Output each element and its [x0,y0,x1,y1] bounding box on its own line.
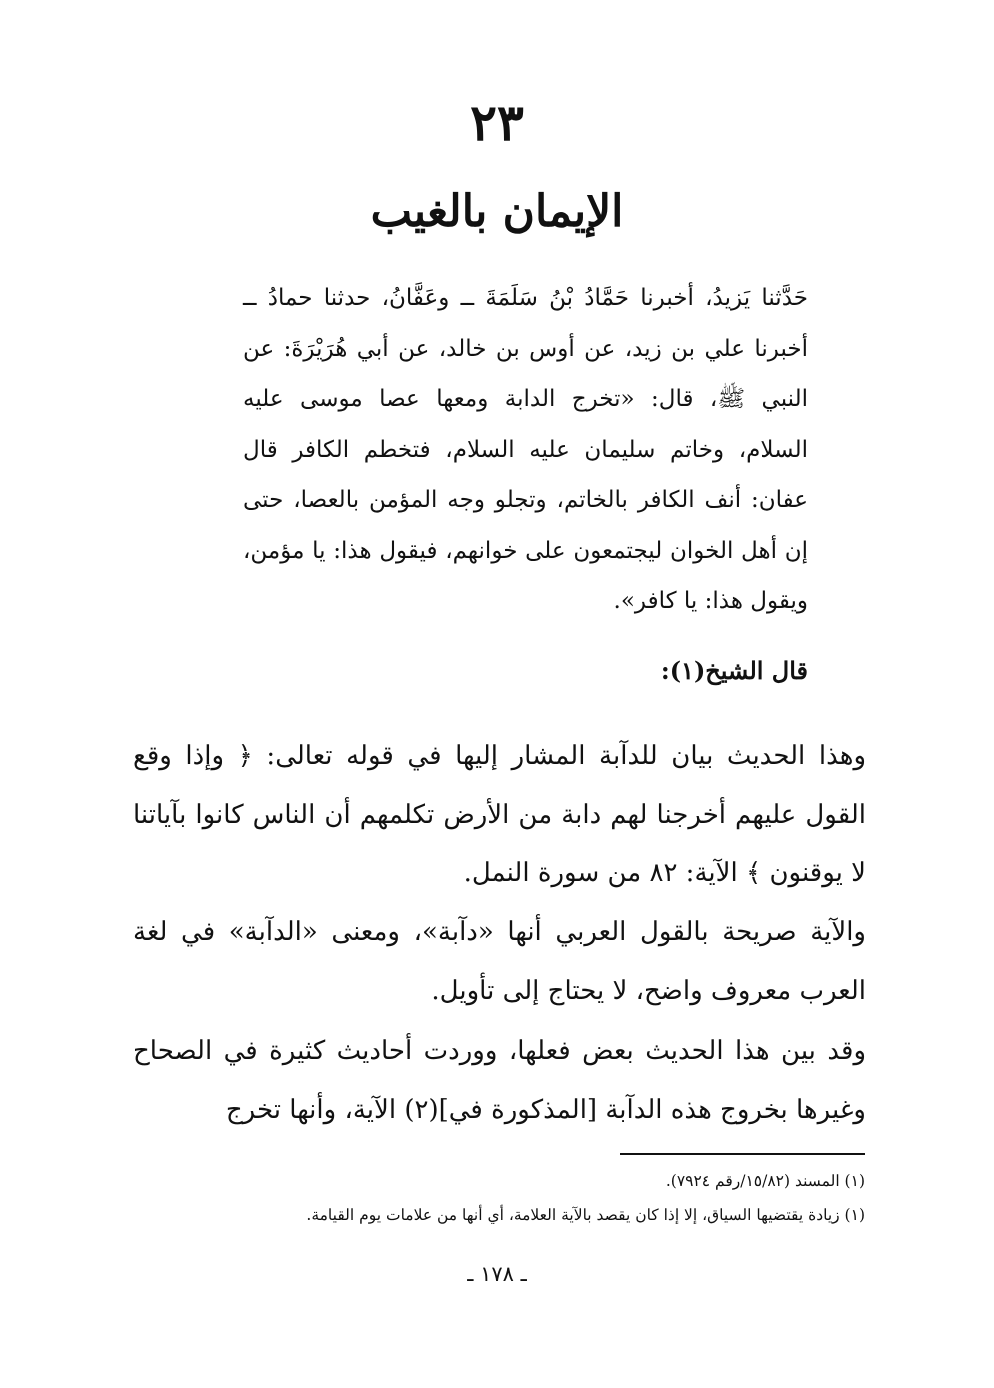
footnote-separator [620,1153,865,1155]
page-number: ـ ١٧٨ ـ [467,1262,527,1286]
footnotes [160,1164,865,1232]
chapter-title: الإيمان بالغيب [370,186,624,237]
commentary-paragraph: والآية صريحة بالقول العربي أنها «دآبة»، ومعنى «الدآبة» في لغة العرب معروف واضح، لا يحتاج إلى تأويل. [133,917,866,1006]
footnote: (١) زيادة يقتضيها السياق، إلا إذا كان يقصد بالآية العلامة، أي أنها من علامات يوم القيامة. [306,1206,865,1224]
footnote: (١) المسند (١٥/٨٢/رقم ٧٩٢٤). [665,1172,865,1190]
chapter-number: ٢٣ [470,93,524,152]
hadith-text: حَدَّثنا يَزيدُ، أخبرنا حَمَّادُ بْنُ سَلَمَةَ ــ وعَفَّانُ، حدثنا حمادُ ــ أخبرنا علي بن زيد، عن أوس بن خالد، عن أبي هُرَيْرَةَ: عن النبي ﷺ، قال: «تخرج الدابة ومعها عصا موسى عليه السلام، وخاتم سليمان عليه السلام، فتخطم الكافر قال عفان: أنف الكافر بالخاتم، وتجلو وجه المؤمن بالعصا، حتى إن أهل الخوان ليجتمعون على خوانهم، فيقول هذا: يا مؤمن، ويقول هذا: يا كافر». [243,285,808,614]
commentary-heading: قال الشيخ(١): [660,656,808,685]
commentary-paragraph: وقد بين هذا الحديث بعض فعلها، ووردت أحاديث كثيرة في الصحاح وغيرها بخروج هذه الدآبة [المذكورة في](٢) الآية، وأنها تخرج [133,1036,866,1125]
commentary-paragraph: وهذا الحديث بيان للدآبة المشار إليها في قوله تعالى: ﴿ وإذا وقع القول عليهم أخرجنا لهم دابة من الأرض تكلمهم أن الناس كانوا بآياتنا لا يوقنون ﴾ الآية: ٨٢ من سورة النمل. [133,741,866,888]
